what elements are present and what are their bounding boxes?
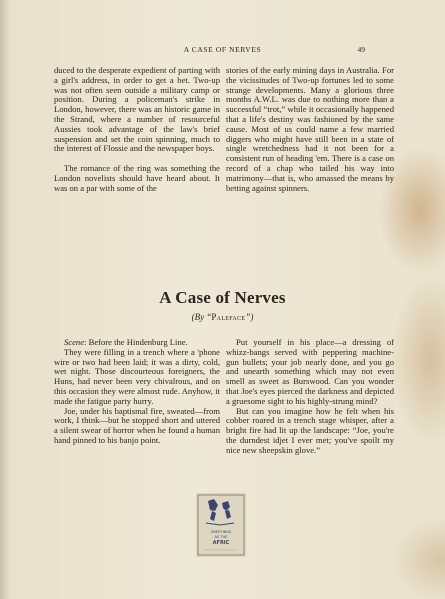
page-number: 49 — [357, 45, 365, 54]
article-byline — [0, 312, 445, 322]
top-right-column — [226, 66, 394, 193]
cartoon-illustration — [196, 493, 246, 557]
byline-suffix: ”) — [245, 312, 254, 322]
article-title: A Case of Nerves — [159, 288, 286, 307]
paragraph: But can you imagine how he felt when his cobber roared in a trench stage whisper, after a bright fire had lit up the landscape: “Joe, you're the durndest idjet I ever met; you've spoilt my nice new sheepskin glove.” — [226, 405, 394, 455]
paragraph: stories of the early mining days in Australia. For the vicissitudes of Two-up fortunes led to some strange developments. Many a glorious three months A.W.L. was due to nothing more than a successful “trot,” while it occasionally happened that a life's destiny was fashioned by the same cause. Most of us could name a few married diggers who might have still been in a state of single wretchedness had it not been for a consistent run of heading 'em. There is a case on record of a chap who tailed his way into matrimony—that is, who amassed the means by betting against spinners. — [226, 65, 394, 193]
scene-label: Scene — [64, 337, 85, 347]
paragraph: They were filling in a trench where a 'phone wire or two had been laid; it was a dirty, cold, wet night. Those discourteous foreigners, the Huns, had never been very chivalrous, and on this occasion they were almost rude. Anyhow, it made the fatigue party hurry. — [54, 346, 220, 406]
paragraph: Joe, under his baptismal fire, sweated—from work, I think—but he stopped short and uttered a silent swear of horror when he found a human hand pinned to his banjo point. — [54, 405, 220, 445]
paragraph: The romance of the ring was something the London novelists should have heard about. It was on a par with some of the — [54, 163, 220, 193]
cartoon-caption-line: AS THE — [214, 535, 228, 539]
paragraph: Put yourself in his place—a dressing of whizz-bangs served with peppering machine-gun bullets; your job nearly done, and you go and unearth something which may not even smell as sweet as Burswood. Can you wonder that Joe's eyes pierced the darkness and depicted a gruesome sight to his highly-strung mind? — [226, 337, 394, 406]
byline-author: Paleface — [211, 312, 246, 322]
paragraph: duced to the desperate expedient of parting with a girl's address, in order to get a bet. Two-up was not often seen outside a military camp or position. During a policeman's strike in London, however, there was an historic game in the Strand, where a number of resourceful Aussies took advantage of the law's brief suspension and set the coin spinning, much to the interest of Flossie and the newspaper boys. — [54, 65, 220, 154]
byline-prefix: (By “ — [191, 312, 212, 322]
article-right-column — [226, 338, 394, 456]
top-left-column — [54, 66, 220, 194]
cartoon-caption-line: AFRIC — [212, 540, 230, 546]
scene-text: : Before the Hindenburg Line. — [84, 337, 188, 347]
cartoon-drawing — [196, 493, 246, 557]
running-head: A CASE OF NERVES — [183, 45, 262, 54]
cartoon-caption-line: GREETINGS — [210, 530, 232, 534]
article-left-column — [54, 338, 220, 446]
